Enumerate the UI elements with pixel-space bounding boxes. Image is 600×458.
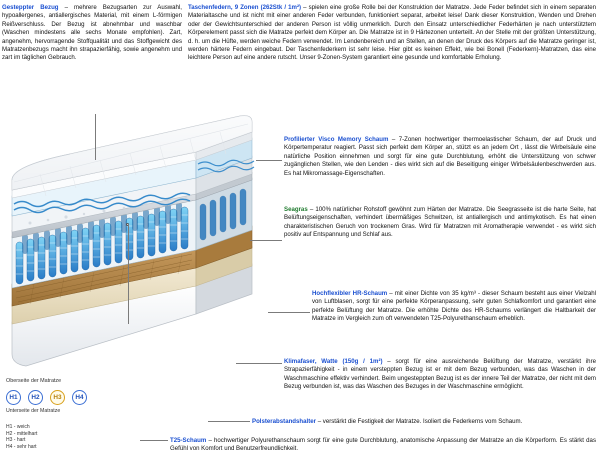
callout-quilted-cover-text: – mehrere Bezugsarten zur Auswahl, hypoallergenes, antiallergisches Material, mit einem L-förmigen Reißverschluss. Der Bezug ist abnehmbar und waschbar (Waschen mindestens alle sechs Monate empfohlen). Zart, angenehm, hervorragende Stoffqualität und das Stoffgewicht des Matratzenbezugs macht ihn strapazierfähig, sowie angenehm und zart im täglichen Gebrauch. xyxy=(2,4,182,62)
callout-t25-foam xyxy=(170,437,596,454)
callout-t25-foam-label: T25-Schaum xyxy=(170,437,207,444)
legend-key-h3: H3 - hart xyxy=(6,437,26,444)
hardness-bubble-h2: H2 xyxy=(28,390,43,405)
legend-key-h2: H2 - mittelhart xyxy=(6,430,38,437)
callout-pocket-springs-text: – spielen eine große Rolle bei der Konstruktion der Matratze. Jede Feder befindet sich in einem separaten Materialtasche und ist nicht mit einer anderen Feder verbunden, funktioniert separat, arbeitet leise! Dank dieser Konstruktion, Wenden und Drehen oder der Gewichtsunterschied der anderen Person ist völlig unmerklich. Durch den Einsatz unterschiedlicher Federhärten je nach unterstütztem Körperelement passt sich die Matratze perfekt dem Körper an. Die Matratze ist in 9 Härtezonen unterteilt. An der Stelle mit der größten Unterstützung, d. h. um die Hüfte, werden weiche Federn verwendet. Im Lendenbereich und an Stellen, an denen der Druck des Körpers auf die Matratze geringer ist, werden härtere Federn eingebaut. Der Taschenfederkern ist sehr leise. Hier gibt es keinen Effekt, wie bei Bonell (Federkern)-Matratzen, das eine leichtere Person auf eine andere rutscht. Unser 9-Zonen-System garantiert eine gesunde und komfortable Erholung. xyxy=(188,4,596,62)
mattress-cutaway-illustration xyxy=(0,108,300,388)
leader-line-hr xyxy=(268,312,310,313)
callout-klimafaser xyxy=(284,358,596,392)
callout-visco-foam-text: – 7-Zonen hochwertiger thermoelastischer Schaum, der auf Druck und Körpertemperatur reagiert. Passt sich perfekt dem Körper an, stützt es an jedem Ort , lässt die Wirbelsäule eine natürliche Position einnehmen und sorgt für eine gute Durchblutung, erhöht die Unterstützung von schwer zugänglichen Stellen, wie den Lenden - dies wirkt sich auf die Beseitigung einiger Wirbelsäulenbeschwerden aus. Es hat Mikromassage-Eigenschaften. xyxy=(284,136,596,177)
callout-visco-foam xyxy=(284,136,596,178)
callout-klimafaser-label: Klimafaser, Watte (150g / 1m²) xyxy=(284,358,383,365)
callout-pocket-springs xyxy=(188,4,596,63)
callout-t25-foam-text: – hochwertiger Polyurethanschaum sorgt für eine gute Durchblutung, anatomische Anpassung der Matratze an die Körperform. Es stärkt das Gefühl von Komfort und Benutzerfreundlichkeit. xyxy=(170,437,596,453)
callout-polster-spacer-label: Polsterabstandshalter xyxy=(252,418,317,425)
legend-key-h4: H4 - sehr hart xyxy=(6,443,37,450)
leader-line-t25 xyxy=(140,440,168,441)
leader-line-seagras xyxy=(250,240,282,241)
callout-seagras xyxy=(284,206,596,240)
callout-hr-foam-label: Hochflexibler HR-Schaum xyxy=(312,290,388,297)
legend-top-label: Oberseite der Matratze xyxy=(6,378,62,384)
legend-hardness-keys xyxy=(6,424,37,450)
callout-seagras-text: – 100% natürlicher Rohstoff gewöhnt zum Härten der Matratze. Die Seegrasseite ist die harte Seite, hat Belüftungseigenschaften, verhindert übermäßiges Schwitzen, ist antiallergisch und antimykotisch. Es hat einen charakteristischen Geruch von trockenem Gras. Wird für Matratzen mit Aromatherapie verwendet - es wirkt sich positiv auf Entspannung und Schlaf aus. xyxy=(284,206,596,239)
callout-quilted-cover xyxy=(2,4,182,63)
legend-key-h1: H1 - weich xyxy=(6,424,30,430)
leader-line-cover xyxy=(128,224,129,324)
callout-quilted-cover-label: Gesteppter Bezug xyxy=(2,4,59,11)
hardness-bubble-h4: H4 xyxy=(72,390,87,405)
mattress-svg xyxy=(0,108,300,388)
callout-pocket-springs-label: Taschenfedern, 9 Zonen (262Stk / 1m²) xyxy=(188,4,302,11)
callout-hr-foam-text: – mit einer Dichte von 35 kg/m³ - dieser Schaum besteht aus einer Vielzahl von Luftblasen, sorgt für eine perfekte Körperanpassung, sehr guten Schlafkomfort und garantiert eine perfekte Belüftung der Matratze. Die erhöhte Dichte des HR-Schaums verlängert die Haltbarkeit der Matratze im Vergleich zum oft verwendeten T25-Polyurethanschaum erheblich. xyxy=(312,290,596,323)
leader-line-polster xyxy=(208,421,250,422)
callout-hr-foam xyxy=(312,290,596,324)
callout-polster-spacer xyxy=(252,418,596,426)
leader-line-quilted xyxy=(95,114,96,160)
legend-bottom-label: Unterseite der Matratze xyxy=(6,408,61,414)
callout-seagras-label: Seagras xyxy=(284,206,308,213)
hardness-bubble-h1: H1 xyxy=(6,390,21,405)
leader-line-klima xyxy=(236,363,282,364)
hardness-bubble-h3: H3 xyxy=(50,390,65,405)
legend-hardness-bubbles xyxy=(6,390,87,405)
leader-line-visco xyxy=(256,160,282,161)
callout-klimafaser-text: – sorgt für eine ausreichende Belüftung der Matratze, verstärkt ihre Strapazierfähigkeit - in einem versteppten Bezug ist er mit dem Bezug verbunden, was das Waschen in der Waschmaschine effektiv verhindert. Beim ungesteppten Bezug ist es der innere Teil der Matratze, der nicht mit dem Bezug verbunden ist, was das Waschen des Bezuges in der Waschmaschine ermöglicht. xyxy=(284,358,596,391)
callout-visco-foam-label: Profilierter Visco Memory Schaum xyxy=(284,136,389,143)
callout-polster-spacer-text: – verstärkt die Festigkeit der Matratze. Isoliert die Federkerns vom Schaum. xyxy=(316,418,523,425)
